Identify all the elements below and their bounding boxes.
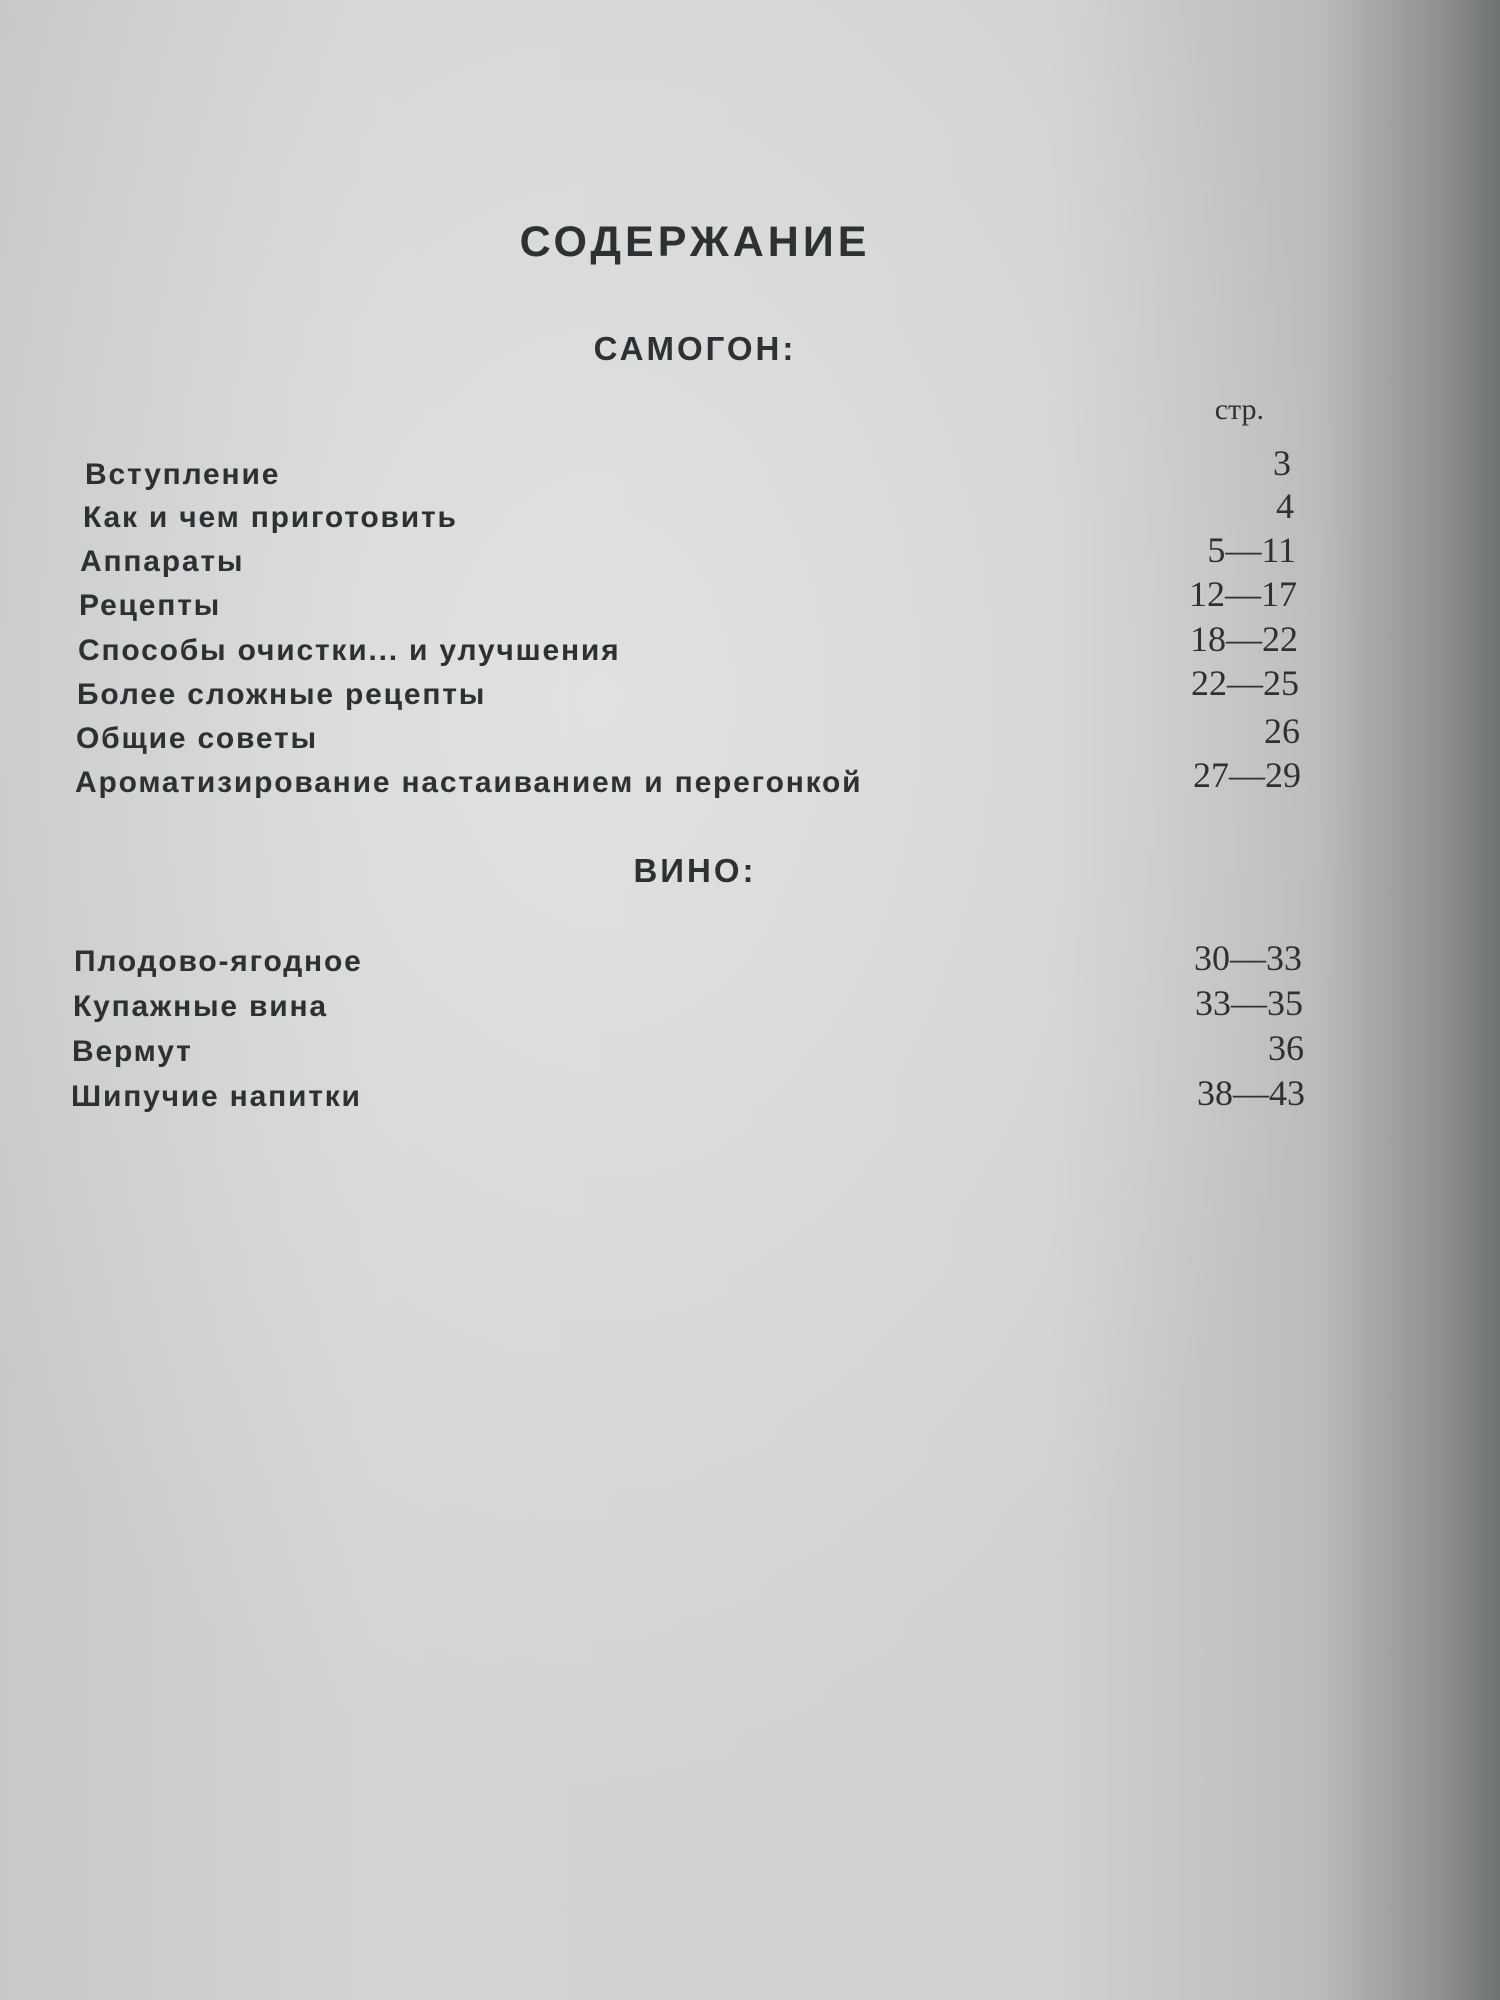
toc-entry-label: Общие советы [76,722,318,755]
toc-entry [74,938,1302,989]
toc-entry-label: Ароматизирование настаиванием и перегонкой [75,766,863,799]
toc-entry [85,443,1291,502]
toc-entry [79,574,1297,633]
toc-entry [76,711,1300,766]
toc-entry-label: Как и чем приготовить [83,501,458,534]
toc-entry [73,983,1303,1034]
toc-entry [77,663,1299,722]
toc-entry-pages: 5—11 [1207,530,1296,570]
toc-entry-pages: 36 [1268,1028,1304,1068]
toc-entry-label: Аппараты [80,545,245,578]
page-title: СОДЕРЖАНИЕ [519,218,871,266]
toc-entry-pages: 22—25 [1191,663,1299,703]
toc-entry-pages: 38—43 [1197,1073,1305,1113]
toc-entry-label: Способы очистки... и улучшения [78,634,621,667]
toc-entry-pages: 33—35 [1195,983,1303,1023]
toc-entry-label: Шипучие напитки [71,1080,362,1113]
toc-entry-pages: 12—17 [1189,574,1297,614]
toc-entry-pages: 3 [1273,443,1291,483]
toc-entry [75,755,1301,810]
toc-entry-pages: 30—33 [1194,938,1302,978]
toc-entry-label: Рецепты [79,589,222,622]
toc-entry [80,530,1296,589]
toc-entry-pages: 26 [1264,711,1300,751]
toc-entry-pages: 18—22 [1190,619,1298,659]
toc-entry-pages: 27—29 [1193,755,1301,795]
toc-entry-label: Вступление [85,458,281,491]
section-heading-vino: ВИНО: [633,852,757,889]
toc-entry [72,1028,1304,1079]
toc-entry-label: Купажные вина [73,990,328,1023]
toc-entry-label: Более сложные рецепты [77,678,487,711]
toc-entry [71,1073,1305,1124]
toc-entry-pages: 4 [1276,486,1294,526]
pages-column-label: стр. [1214,393,1264,426]
toc-entry-label: Плодово-ягодное [74,945,363,978]
toc-entry [78,619,1298,678]
section-heading-samogon: САМОГОН: [593,330,797,367]
toc-entry [83,486,1294,545]
toc-entry-label: Вермут [72,1035,193,1068]
